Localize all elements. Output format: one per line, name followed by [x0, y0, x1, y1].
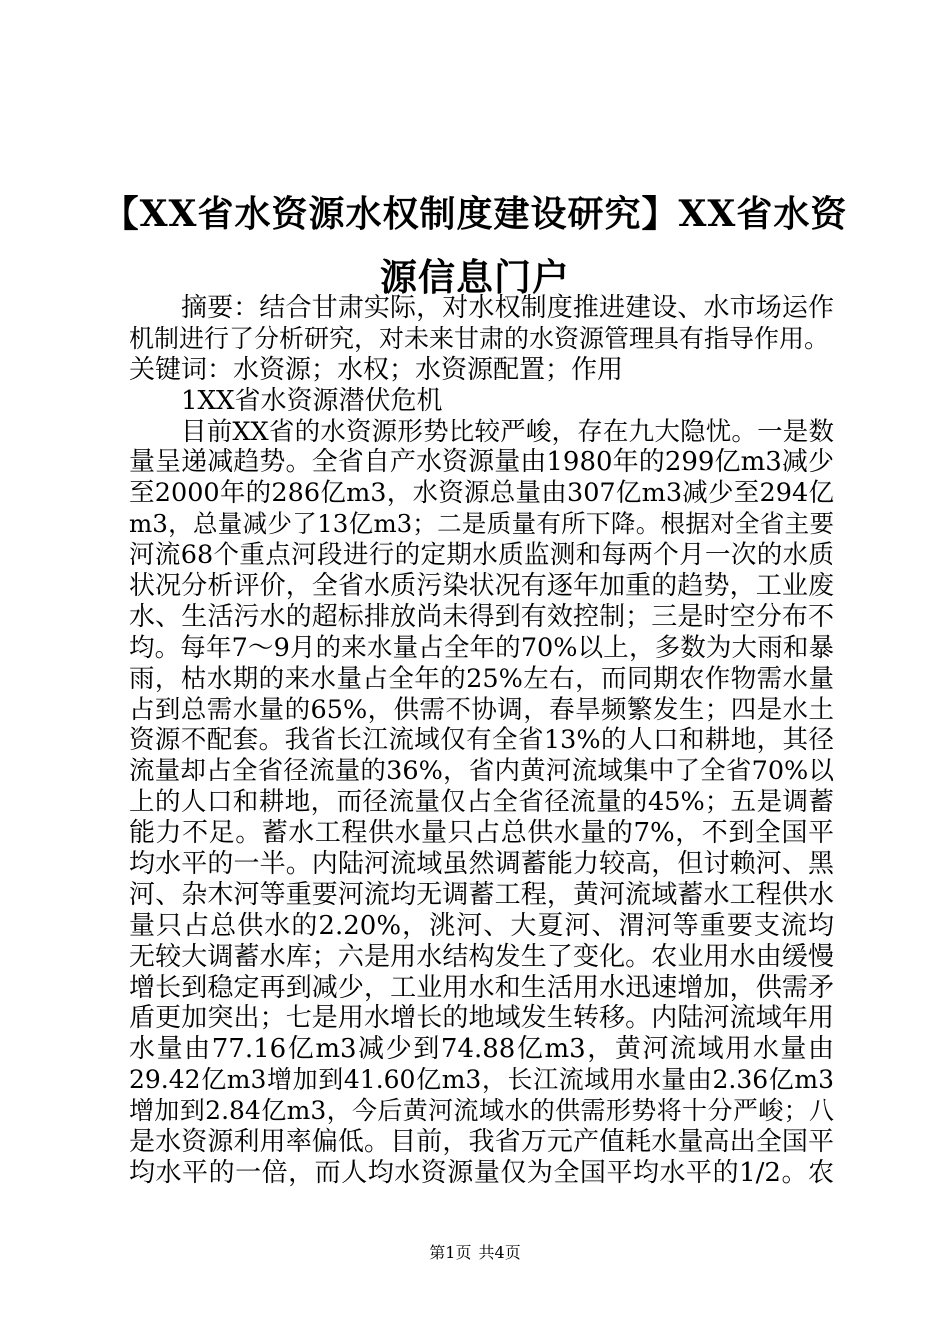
paragraph-line: 量只占总供水的2.20%，洮河、大夏河、渭河等重要支流均	[129, 910, 834, 941]
paragraph-line: 能力不足。蓄水工程供水量只占总供水量的7%，不到全国平	[129, 818, 834, 849]
paragraph-line: 盾更加突出；七是用水增长的地域发生转移。内陆河流域年用	[129, 1003, 834, 1034]
title-line: 源信息门户	[380, 255, 570, 299]
paragraph-line: 量呈递减趋势。全省自产水资源量由1980年的299亿m3减少	[129, 447, 834, 478]
page-footer	[0, 1243, 950, 1263]
title-line: 【XX省水资源水权制度建设研究】XX省水资	[102, 193, 848, 235]
paragraph-line: 状况分析评价，全省水质污染状况有逐年加重的趋势，工业废	[129, 571, 834, 602]
page-total: 共4页	[478, 1243, 521, 1262]
section-heading: 1XX省水资源潜伏危机	[181, 385, 443, 416]
document-title	[100, 183, 850, 309]
keywords-line: 关键词：水资源；水权；水资源配置；作用	[129, 354, 624, 385]
paragraph-line: 目前XX省的水资源形势比较严峻，存在九大隐忧。一是数	[181, 416, 834, 447]
paragraph-line: 雨，枯水期的来水量占全年的25%左右，而同期农作物需水量	[129, 663, 834, 694]
paragraph-line: 增加到2.84亿m3，今后黄河流域水的供需形势将十分严峻；八	[129, 1096, 834, 1126]
document-body	[129, 293, 834, 1189]
paragraph-line: 无较大调蓄水库；六是用水结构发生了变化。农业用水由缓慢	[129, 941, 834, 972]
paragraph-line: 流量却占全省径流量的36%，省内黄河流域集中了全省70%以	[129, 756, 834, 787]
abstract-line: 机制进行了分析研究，对未来甘肃的水资源管理具有指导作用。	[129, 323, 830, 353]
paragraph-line: 水、生活污水的超标排放尚未得到有效控制；三是时空分布不	[129, 601, 834, 632]
paragraph-line: 均水平的一半。内陆河流域虽然调蓄能力较高，但讨赖河、黑	[129, 849, 834, 880]
paragraph-line: 增长到稳定再到减少，工业用水和生活用水迅速增加，供需矛	[129, 972, 834, 1003]
page-number: 第1页	[429, 1243, 472, 1262]
paragraph-line: 资源不配套。我省长江流域仅有全省13%的人口和耕地，其径	[129, 725, 834, 756]
paragraph-line: 占到总需水量的65%，供需不协调，春旱频繁发生；四是水土	[129, 694, 834, 725]
paragraph-line: 是水资源利用率偏低。目前，我省万元产值耗水量高出全国平	[129, 1127, 834, 1158]
abstract-line: 摘要：结合甘肃实际，对水权制度推进建设、水市场运作	[181, 293, 834, 323]
paragraph-line: 河流68个重点河段进行的定期水质监测和每两个月一次的水质	[129, 540, 834, 571]
paragraph-line: 29.42亿m3增加到41.60亿m3，长江流域用水量由2.36亿m3	[129, 1065, 834, 1095]
paragraph-line: m3，总量减少了13亿m3；二是质量有所下降。根据对全省主要	[129, 509, 834, 539]
paragraph-line: 均。每年7～9月的来水量占全年的70%以上，多数为大雨和暴	[129, 632, 834, 663]
paragraph-line: 河、杂木河等重要河流均无调蓄工程，黄河流域蓄水工程供水	[129, 879, 834, 910]
paragraph-line: 均水平的一倍，而人均水资源量仅为全国平均水平的1/2。农	[129, 1157, 834, 1188]
paragraph-line: 上的人口和耕地，而径流量仅占全省径流量的45%；五是调蓄	[129, 787, 834, 818]
paragraph-line: 至2000年的286亿m3，水资源总量由307亿m3减少至294亿	[129, 478, 834, 509]
paragraph-line: 水量由77.16亿m3减少到74.88亿m3，黄河流域用水量由	[129, 1034, 834, 1065]
